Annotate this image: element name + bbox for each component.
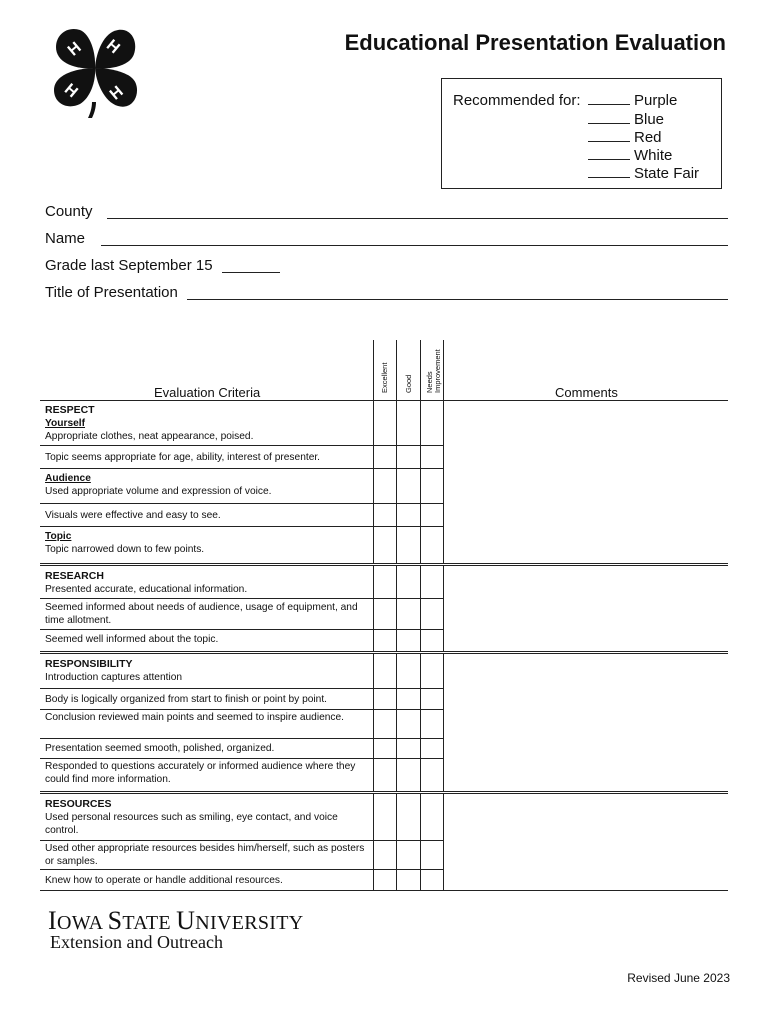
logo-letter: H — [60, 80, 81, 102]
rec-option-red[interactable]: Red — [588, 129, 662, 146]
recommended-box — [441, 78, 722, 189]
criteria-item: Audience Used appropriate volume and expression of voice. — [40, 472, 373, 498]
criteria-item: Presentation seemed smooth, polished, organized. — [45, 743, 275, 754]
criteria-item: Conclusion reviewed main points and seemed to inspire audience. — [45, 712, 345, 723]
four-h-clover-icon — [48, 22, 142, 120]
grade-label: Grade last September 15 — [45, 257, 213, 274]
criteria-item: Seemed well informed about the topic. — [45, 634, 219, 645]
criteria-item: Knew how to operate or handle additional resources. — [45, 875, 283, 886]
county-field[interactable] — [107, 218, 728, 219]
criteria-header: Evaluation Criteria — [154, 385, 261, 400]
grade-field[interactable] — [222, 272, 280, 273]
section-responsibility — [40, 651, 728, 791]
criteria-item: Used other appropriate resources besides him/herself, such as posters or samples. — [45, 843, 365, 867]
col-divider — [373, 340, 374, 400]
rec-option-white[interactable]: White — [588, 147, 672, 164]
university-subtitle: Extension and Outreach — [50, 932, 223, 952]
recommended-label: Recommended for: — [453, 92, 581, 109]
col-head-needs-improvement: Needs Improvement — [425, 349, 442, 393]
col-head-excellent: Excellent — [380, 362, 389, 393]
criteria-item: Responded to questions accurately or informed audience where they could find more information. — [45, 761, 356, 785]
criteria-item: Body is logically organized from start to finish or point by point. — [45, 694, 327, 705]
rec-option-purple[interactable]: Purple — [588, 92, 677, 109]
section-title: RESOURCES — [45, 798, 112, 810]
county-label: County — [45, 203, 93, 220]
page-title: Educational Presentation Evaluation — [344, 30, 726, 55]
rec-blank[interactable] — [588, 111, 630, 124]
subsection-title: Topic — [45, 531, 72, 542]
logo-letter: H — [64, 39, 85, 60]
col-divider — [443, 340, 444, 400]
subsection-title: Yourself — [45, 418, 86, 429]
col-divider — [396, 340, 397, 400]
criteria-item: Topic seems appropriate for age, ability, interest of presenter. — [45, 452, 321, 463]
subsection-title: Audience — [45, 473, 91, 484]
criteria-item: RESOURCES Used personal resources such as smiling, eye contact, and voice control. — [40, 798, 373, 837]
revised-date: Revised June 2023 — [627, 971, 730, 985]
name-label: Name — [45, 230, 86, 247]
rec-blank[interactable] — [588, 92, 630, 105]
section-title: RESPECT — [45, 404, 95, 416]
criteria-item: RESPONSIBILITY Introduction captures attention — [40, 658, 373, 684]
logo-letter: H — [102, 36, 123, 58]
rec-option-state-fair[interactable]: State Fair — [588, 165, 699, 182]
rec-option-blue[interactable]: Blue — [588, 111, 664, 128]
section-respect — [40, 400, 728, 563]
university-wordmark: IOWA STATE UNIVERSITY — [48, 906, 304, 935]
rec-blank[interactable] — [588, 129, 630, 142]
section-resources — [40, 791, 728, 891]
criteria-item: Visuals were effective and easy to see. — [45, 510, 221, 521]
presentation-title-field[interactable] — [187, 299, 728, 300]
criteria-item: RESEARCH Presented accurate, educational information. — [40, 570, 373, 596]
presentation-title-label: Title of Presentation — [45, 284, 178, 301]
logo-letter: H — [106, 83, 127, 104]
criteria-item: Topic Topic narrowed down to few points. — [40, 530, 373, 556]
section-research — [40, 563, 728, 651]
col-divider — [420, 340, 421, 400]
col-head-good: Good — [404, 374, 413, 393]
criteria-item: Seemed informed about needs of audience, usage of equipment, and time allotment. — [45, 602, 358, 626]
criteria-item: RESPECT Yourself Appropriate clothes, neat appearance, poised. — [40, 404, 373, 443]
comments-header: Comments — [555, 385, 618, 400]
section-title: RESEARCH — [45, 570, 104, 582]
name-field[interactable] — [101, 245, 728, 246]
section-title: RESPONSIBILITY — [45, 658, 133, 670]
rec-blank[interactable] — [588, 147, 630, 160]
rec-blank[interactable] — [588, 165, 630, 178]
